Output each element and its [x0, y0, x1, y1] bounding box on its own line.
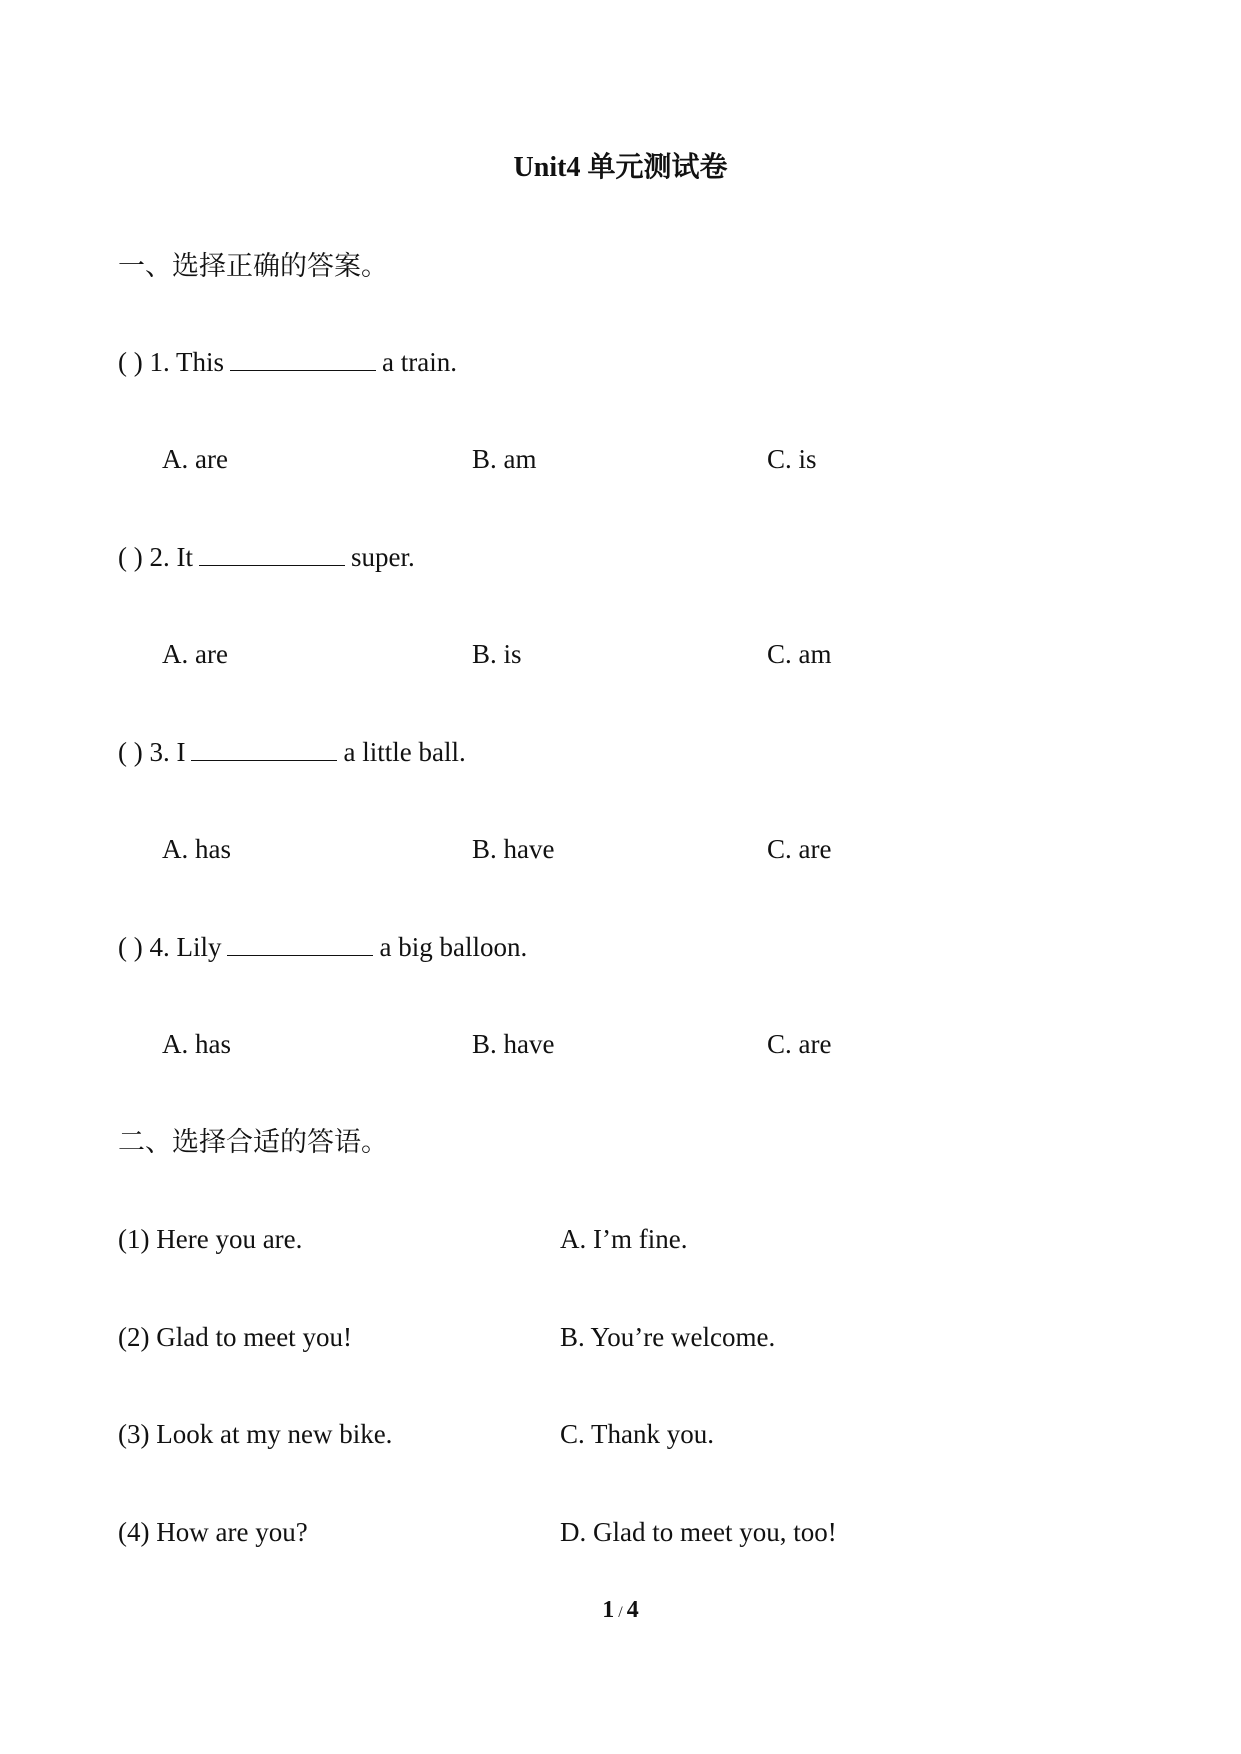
match-answer-d: D. Glad to meet you, too! — [560, 1517, 837, 1547]
question-3-option-c: C. are — [767, 834, 832, 864]
match-answer-b: B. You’re welcome. — [560, 1322, 776, 1352]
question-4 — [118, 929, 527, 965]
question-1-option-a: A. are — [162, 444, 228, 474]
match-answer-a: A. I’m fine. — [560, 1224, 688, 1254]
question-3-option-b: B. have — [472, 834, 555, 864]
question-3 — [118, 734, 466, 770]
question-4-option-c: C. are — [767, 1029, 832, 1059]
question-2-blank — [199, 543, 345, 566]
question-4-option-a: A. has — [162, 1029, 231, 1059]
section-1-heading: 一、选择正确的答案。 — [118, 251, 388, 281]
section-2-heading: 二、选择合适的答语。 — [118, 1127, 388, 1157]
match-prompt-3: (3) Look at my new bike. — [118, 1419, 393, 1449]
total-pages: 4 — [626, 1597, 639, 1623]
match-prompt-4: (4) How are you? — [118, 1517, 308, 1547]
question-1-suffix: a train. — [382, 347, 457, 377]
question-2-prefix: ( ) 2. It — [118, 542, 193, 572]
question-3-suffix: a little ball. — [343, 737, 466, 767]
question-1-blank — [230, 348, 376, 371]
question-4-prefix: ( ) 4. Lily — [118, 932, 222, 962]
question-2-option-c: C. am — [767, 639, 832, 669]
page-separator: / — [618, 1604, 623, 1621]
page-number — [0, 1593, 1241, 1630]
match-answer-c: C. Thank you. — [560, 1419, 714, 1449]
current-page: 1 — [602, 1597, 615, 1623]
question-1-option-b: B. am — [472, 444, 537, 474]
page-title: Unit4 单元测试卷 — [513, 152, 728, 183]
question-3-option-a: A. has — [162, 834, 231, 864]
question-1-option-c: C. is — [767, 444, 817, 474]
question-4-suffix: a big balloon. — [379, 932, 528, 962]
question-2-option-a: A. are — [162, 639, 228, 669]
question-3-prefix: ( ) 3. I — [118, 737, 186, 767]
question-1 — [118, 344, 457, 380]
question-4-option-b: B. have — [472, 1029, 555, 1059]
question-1-prefix: ( ) 1. This — [118, 347, 224, 377]
question-2-option-b: B. is — [472, 639, 522, 669]
question-3-blank — [191, 738, 337, 761]
match-prompt-2: (2) Glad to meet you! — [118, 1322, 352, 1352]
match-prompt-1: (1) Here you are. — [118, 1224, 303, 1254]
question-2-suffix: super. — [350, 542, 415, 572]
question-2 — [118, 539, 415, 575]
question-4-blank — [227, 933, 373, 956]
